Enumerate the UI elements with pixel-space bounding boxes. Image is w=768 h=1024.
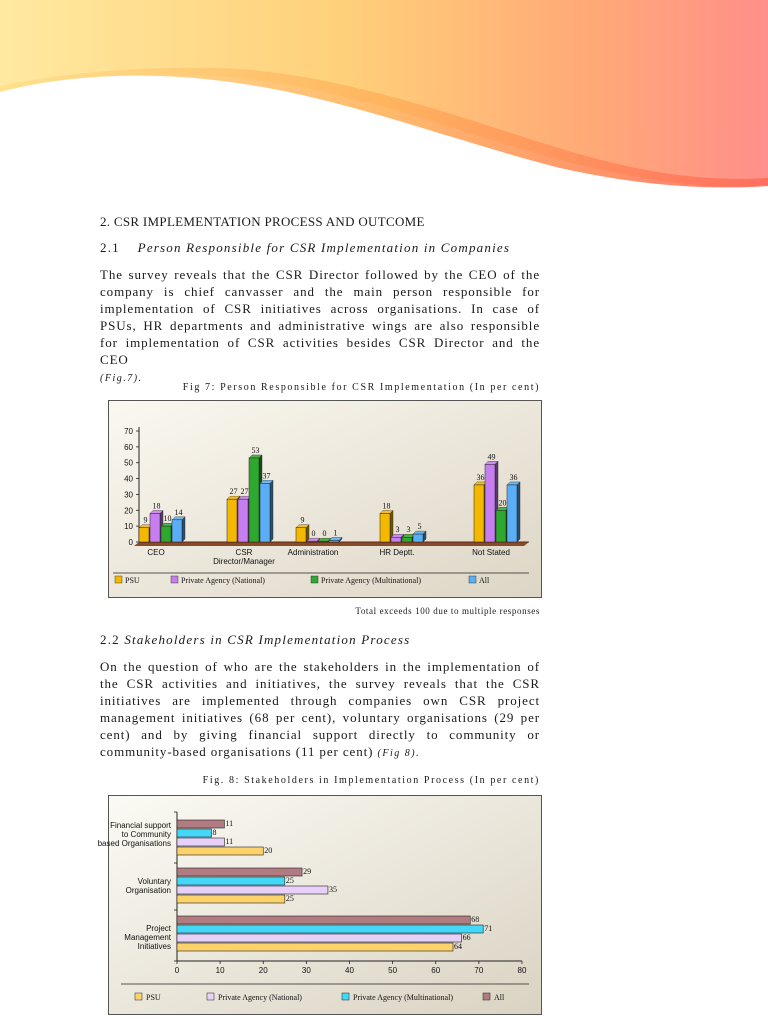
fig7-category-label: HR Deptt. bbox=[379, 548, 415, 557]
header-wave-banner bbox=[0, 0, 768, 195]
fig8-legend-swatch bbox=[135, 993, 142, 1000]
fig8-legend-label: PSU bbox=[146, 993, 161, 1002]
fig8-category-label-line: Project bbox=[146, 924, 171, 933]
fig7-data-label: 36 bbox=[476, 472, 485, 482]
fig7-floor bbox=[134, 542, 529, 546]
fig8-bar-private-agency-multinational bbox=[177, 829, 212, 837]
fig7-bar-all bbox=[172, 520, 182, 542]
fig8-x-tick-label: 0 bbox=[174, 966, 180, 975]
fig7-data-label: 0 bbox=[311, 529, 316, 539]
fig7-data-label: 53 bbox=[251, 445, 260, 455]
fig8-category-label-line: Organisation bbox=[125, 886, 171, 895]
fig7-data-label: 3 bbox=[406, 525, 411, 535]
fig8-data-label: 11 bbox=[225, 837, 234, 846]
fig7-bar-all bbox=[413, 534, 423, 542]
fig7-data-label: 49 bbox=[487, 452, 496, 462]
fig7-bar-private-agency-national bbox=[485, 464, 495, 542]
fig7-legend-swatch bbox=[469, 576, 476, 583]
fig8-data-label: 25 bbox=[285, 876, 294, 885]
fig8-category-label-line: to Community bbox=[121, 830, 171, 839]
fig8-background bbox=[109, 796, 541, 1014]
fig7-data-label: 27 bbox=[240, 487, 249, 497]
fig8-bar-all bbox=[177, 916, 470, 924]
fig7-bar-private-agency-national bbox=[150, 513, 160, 542]
fig7-bar-private-agency-national bbox=[391, 537, 401, 542]
fig8-data-label: 20 bbox=[264, 846, 273, 855]
section-title: 2. CSR IMPLEMENTATION PROCESS AND OUTCOME bbox=[100, 214, 425, 229]
fig7-y-tick-label: 0 bbox=[128, 538, 133, 547]
fig7-data-label: 27 bbox=[229, 487, 238, 497]
fig7-bar-private-agency-multinational bbox=[318, 541, 328, 542]
fig7-bar-psu bbox=[380, 513, 390, 542]
fig8-bar-private-agency-national bbox=[177, 934, 462, 942]
fig7-data-label: 9 bbox=[300, 515, 305, 525]
fig7-category-label-line: CSR bbox=[235, 548, 253, 557]
fig7-legend-label: Private Agency (Multinational) bbox=[321, 576, 421, 585]
subsection-2-2-title bbox=[100, 632, 410, 648]
fig8-data-label: 64 bbox=[454, 942, 462, 951]
fig7-bar-private-agency-multinational bbox=[402, 537, 412, 542]
subsection-number: 2.2 bbox=[100, 632, 120, 647]
fig8-data-label: 71 bbox=[484, 924, 493, 933]
fig7-bar-private-agency-multinational bbox=[161, 526, 171, 542]
fig8-category-label-line: Initiatives bbox=[137, 942, 171, 951]
fig8-bar-psu bbox=[177, 847, 263, 855]
fig8-x-tick-label: 70 bbox=[474, 966, 484, 975]
fig8-x-tick-label: 20 bbox=[258, 966, 268, 975]
fig7-bar-side bbox=[270, 480, 273, 542]
fig8-bar-chart bbox=[97, 796, 541, 1014]
fig7-chart-box bbox=[108, 400, 542, 598]
paragraph-stakeholders: On the question of who are the stakeholders in the implementation of the CSR activities and initiatives, the survey reveals that the CSR initiatives are implemented through companies own CSR project management initiatives (68 per cent), voluntary organisations (29 per cent) and by giving financial support directly to community or community-based organisations (11 per cent) (Fig 8). bbox=[100, 659, 540, 759]
fig7-legend-swatch bbox=[115, 576, 122, 583]
fig7-bar-psu bbox=[227, 499, 237, 542]
fig7-legend-swatch bbox=[311, 576, 318, 583]
fig7-caption: Fig 7: Person Responsible for CSR Implementation (In per cent) bbox=[182, 382, 540, 393]
fig7-legend-label: All bbox=[479, 576, 490, 585]
fig7-data-label: 9 bbox=[143, 515, 148, 525]
figure-reference: (Fig 8). bbox=[377, 748, 421, 759]
fig8-x-tick-label: 40 bbox=[345, 966, 354, 975]
fig8-category-label-line: based Organisations bbox=[97, 839, 171, 848]
fig7-bar-private-agency-multinational bbox=[249, 458, 259, 542]
fig7-data-label: 3 bbox=[395, 525, 400, 535]
fig7-bar-all bbox=[329, 540, 339, 542]
fig8-group-project-management-initiatives bbox=[177, 915, 492, 951]
fig8-legend-swatch bbox=[483, 993, 490, 1000]
fig8-category-label-line: Management bbox=[124, 933, 171, 942]
fig8-x-tick-label: 30 bbox=[301, 966, 311, 975]
fig8-x-tick-label: 80 bbox=[517, 966, 527, 975]
fig7-category-label-line: Director/Manager bbox=[213, 557, 275, 566]
figure-reference: (Fig.7). bbox=[100, 373, 143, 384]
fig7-legend-swatch bbox=[171, 576, 178, 583]
fig7-data-label: 36 bbox=[509, 472, 518, 482]
fig7-y-tick-label: 30 bbox=[124, 490, 133, 500]
fig7-data-label: 0 bbox=[322, 529, 327, 539]
fig7-y-tick-label: 60 bbox=[124, 442, 133, 452]
fig7-bar-side bbox=[517, 482, 520, 542]
fig7-category-label: Not Stated bbox=[472, 548, 510, 557]
fig7-data-label: 1 bbox=[333, 528, 338, 538]
fig8-data-label: 29 bbox=[303, 867, 312, 876]
fig8-bar-private-agency-multinational bbox=[177, 877, 285, 885]
fig8-bar-private-agency-multinational bbox=[177, 925, 483, 933]
fig7-bar-private-agency-national bbox=[307, 541, 317, 542]
fig7-data-label: 18 bbox=[152, 501, 161, 511]
fig8-data-label: 35 bbox=[328, 885, 337, 894]
fig7-category-label: CEO bbox=[147, 548, 165, 557]
fig8-bar-all bbox=[177, 868, 302, 876]
fig8-x-tick-label: 10 bbox=[215, 966, 225, 975]
fig7-legend-label: PSU bbox=[125, 576, 140, 585]
fig8-caption: Fig. 8: Stakeholders in Implementation Process (In per cent) bbox=[202, 775, 540, 786]
fig8-bar-psu bbox=[177, 895, 285, 903]
subsection-heading: Person Responsible for CSR Implementation in Companies bbox=[137, 240, 511, 255]
fig7-data-label: 10 bbox=[163, 514, 172, 524]
subsection-heading: Stakeholders in CSR Implementation Process bbox=[124, 632, 411, 647]
fig7-data-label: 5 bbox=[417, 522, 422, 532]
fig8-legend-label: Private Agency (Multinational) bbox=[353, 993, 453, 1002]
fig8-data-label: 8 bbox=[212, 828, 217, 837]
fig8-bar-psu bbox=[177, 943, 453, 951]
fig7-bar-all bbox=[507, 485, 517, 542]
subsection-2-1-title bbox=[100, 240, 510, 256]
fig8-category-label bbox=[98, 821, 172, 848]
fig8-data-label: 66 bbox=[462, 933, 471, 942]
fig7-data-label: 20 bbox=[498, 498, 507, 508]
fig8-data-label: 25 bbox=[285, 894, 294, 903]
fig7-y-tick-label: 50 bbox=[124, 458, 133, 468]
fig7-bar-psu bbox=[139, 528, 149, 542]
fig8-legend-swatch bbox=[342, 993, 349, 1000]
fig7-bar-psu bbox=[296, 528, 306, 542]
fig7-y-tick-label: 70 bbox=[124, 427, 133, 436]
paragraph-person-responsible: The survey reveals that the CSR Director followed by the CEO of the company is chief canvasser and the main person responsible for implementation of CSR initiatives across organisations. In case of PSUs, HR departments and administrative wings are also responsible for implementation of CSR activities besides CSR Director and the CEO (Fig.7). bbox=[100, 267, 540, 384]
fig8-legend-label: Private Agency (National) bbox=[218, 993, 302, 1002]
fig8-legend-label: All bbox=[494, 993, 505, 1002]
fig8-category-label-line: Voluntary bbox=[137, 877, 171, 886]
fig8-category-label-line: Financial support bbox=[110, 821, 171, 830]
fig7-y-tick-label: 40 bbox=[124, 474, 133, 484]
fig8-legend-swatch bbox=[207, 993, 214, 1000]
fig8-bar-private-agency-national bbox=[177, 838, 224, 846]
fig7-bar-private-agency-multinational bbox=[496, 510, 506, 542]
fig7-bar-chart bbox=[109, 401, 541, 597]
fig7-y-tick-label: 20 bbox=[124, 506, 133, 516]
fig7-bar-side bbox=[182, 517, 185, 542]
fig8-x-tick-label: 60 bbox=[431, 966, 441, 975]
fig8-data-label: 68 bbox=[471, 915, 480, 924]
fig7-note: Total exceeds 100 due to multiple responses bbox=[355, 606, 540, 616]
fig8-x-tick-label: 50 bbox=[388, 966, 398, 975]
fig7-category-label: Administration bbox=[287, 548, 339, 557]
fig8-chart-box bbox=[97, 795, 542, 1015]
fig8-bar-all bbox=[177, 820, 224, 828]
fig7-bar-private-agency-national bbox=[238, 499, 248, 542]
fig7-bar-psu bbox=[474, 485, 484, 542]
fig8-bar-private-agency-national bbox=[177, 886, 328, 894]
subsection-number: 2.1 bbox=[100, 240, 120, 255]
fig7-legend-label: Private Agency (National) bbox=[181, 576, 265, 585]
fig7-data-label: 14 bbox=[174, 507, 183, 517]
fig7-data-label: 37 bbox=[262, 471, 271, 481]
fig7-bar-all bbox=[260, 483, 270, 542]
fig7-y-tick-label: 10 bbox=[124, 522, 133, 532]
fig8-data-label: 11 bbox=[225, 819, 234, 828]
fig7-data-label: 18 bbox=[382, 501, 391, 511]
